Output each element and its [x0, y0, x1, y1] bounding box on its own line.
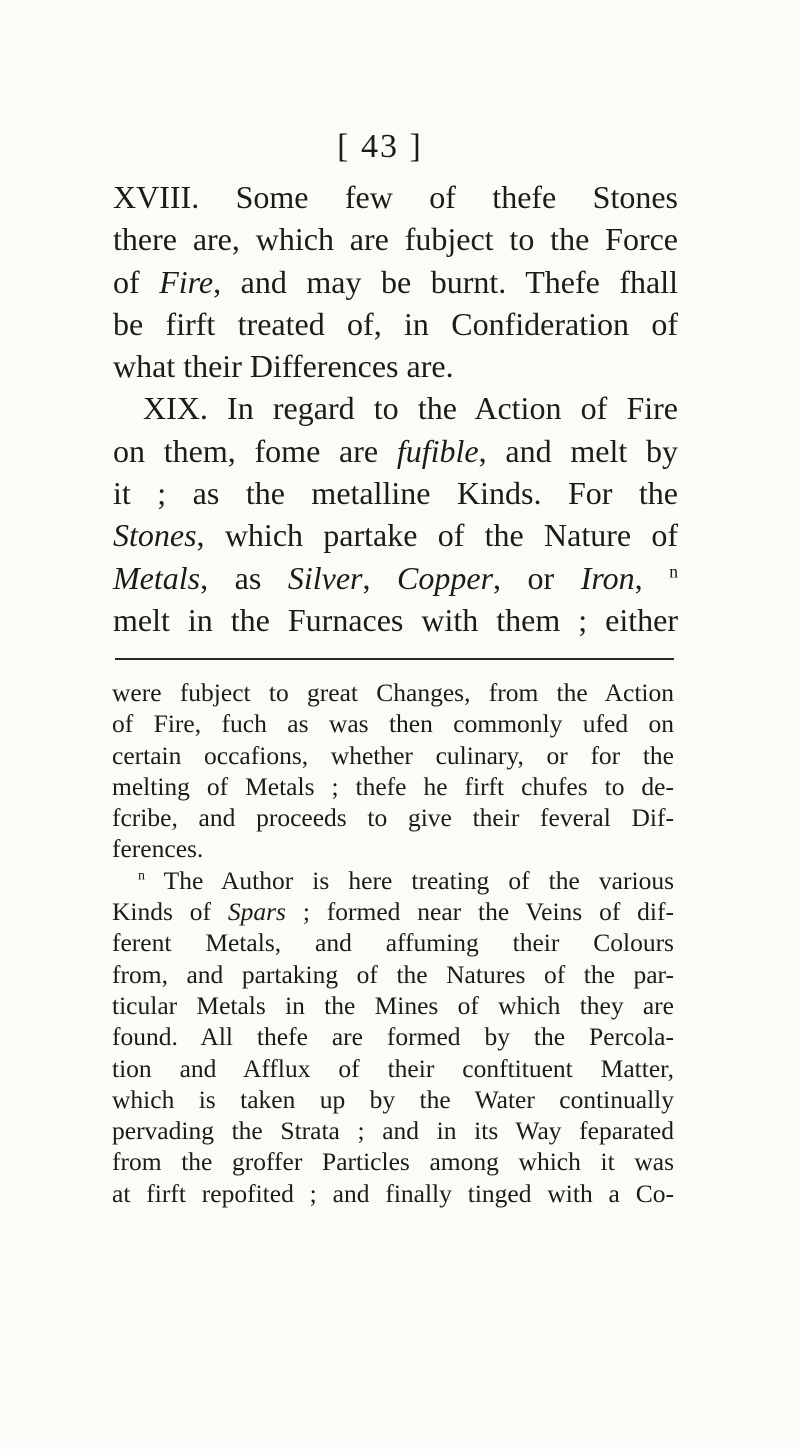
footnote-marker: n — [138, 868, 146, 884]
text-line — [113, 514, 678, 556]
text-span: ; formed near the Veins of dif- — [285, 897, 674, 927]
text-span: Kinds of — [112, 897, 228, 927]
footnotes — [112, 677, 674, 1209]
text-span: , which partake of the Nature of — [196, 517, 678, 554]
text-line: certain occafions, whether culinary, or for the — [112, 740, 674, 770]
text-line — [112, 865, 674, 896]
text-line: XVIII. Some few of thefe Stones — [113, 179, 678, 215]
text-span: , as — [200, 559, 288, 596]
footnote-divider — [115, 658, 674, 660]
text-line: of Fire, fuch as was then commonly ufed on — [112, 709, 674, 739]
main-text — [113, 176, 678, 641]
text-line — [113, 430, 678, 472]
text-line: at firft repofited ; and finally tinged with a Co- — [112, 1178, 674, 1208]
text-span: on them, fome are — [113, 432, 397, 469]
text-line — [113, 557, 678, 599]
text-line: found. All thefe are formed by the Percola- — [112, 1022, 674, 1052]
text-line: tion and Afflux of their conftituent Matter, — [112, 1053, 674, 1083]
italic-term: Metals — [113, 559, 201, 596]
text-line: from the groffer Particles among which it was — [112, 1147, 674, 1177]
text-line: fcribe, and proceeds to give their feveral Dif- — [112, 803, 674, 833]
text-line: ticular Metals in the Mines of which they are — [112, 990, 674, 1020]
text-line: be firft treated of, in Confideration of — [113, 305, 678, 342]
page-number: [ 43 ] — [337, 128, 423, 165]
text-span: , and melt by — [478, 432, 678, 469]
text-line: what their Differences are. — [113, 348, 454, 385]
text-span: The Author is here treating of the various — [145, 865, 674, 895]
text-span: , — [634, 559, 670, 596]
italic-term: Fire — [159, 263, 214, 300]
text-line: were fubject to great Changes, from the Action — [112, 678, 674, 707]
text-line: ferent Metals, and affuming their Colours — [112, 928, 674, 958]
text-line: melting of Metals ; thefe he firft chufes to de- — [112, 771, 674, 801]
footnote-marker: n — [669, 561, 679, 582]
italic-term: Silver — [287, 559, 363, 596]
text-span: of — [113, 263, 160, 300]
text-line: ferences. — [112, 834, 204, 864]
italic-term: Copper — [397, 559, 494, 596]
text-span: , and may be burnt. Thefe fhall — [213, 263, 678, 300]
text-line: melt in the Furnaces with them ; either — [113, 601, 678, 638]
text-line — [113, 261, 678, 303]
italic-term: fufible — [396, 432, 479, 469]
text-span: , — [362, 559, 398, 596]
footnote-continuation — [112, 677, 674, 865]
italic-term: Stones — [113, 517, 197, 554]
text-line: it ; as the metalline Kinds. For the — [113, 475, 678, 512]
italic-term: Spars — [227, 897, 286, 927]
text-line: XIX. In regard to the Action of Fire — [143, 390, 678, 427]
italic-term: Iron — [580, 559, 635, 596]
text-span: , or — [493, 559, 581, 596]
text-line — [112, 896, 674, 927]
paragraph-xix — [113, 387, 678, 641]
paragraph-xviii — [113, 176, 678, 387]
text-line: which is taken up by the Water continually — [112, 1084, 674, 1114]
text-line: there are, which are fubject to the Force — [113, 221, 678, 258]
text-line: from, and partaking of the Natures of the par- — [112, 959, 674, 989]
text-line: pervading the Strata ; and in its Way feparated — [112, 1116, 674, 1146]
footnote-n — [112, 865, 674, 1209]
